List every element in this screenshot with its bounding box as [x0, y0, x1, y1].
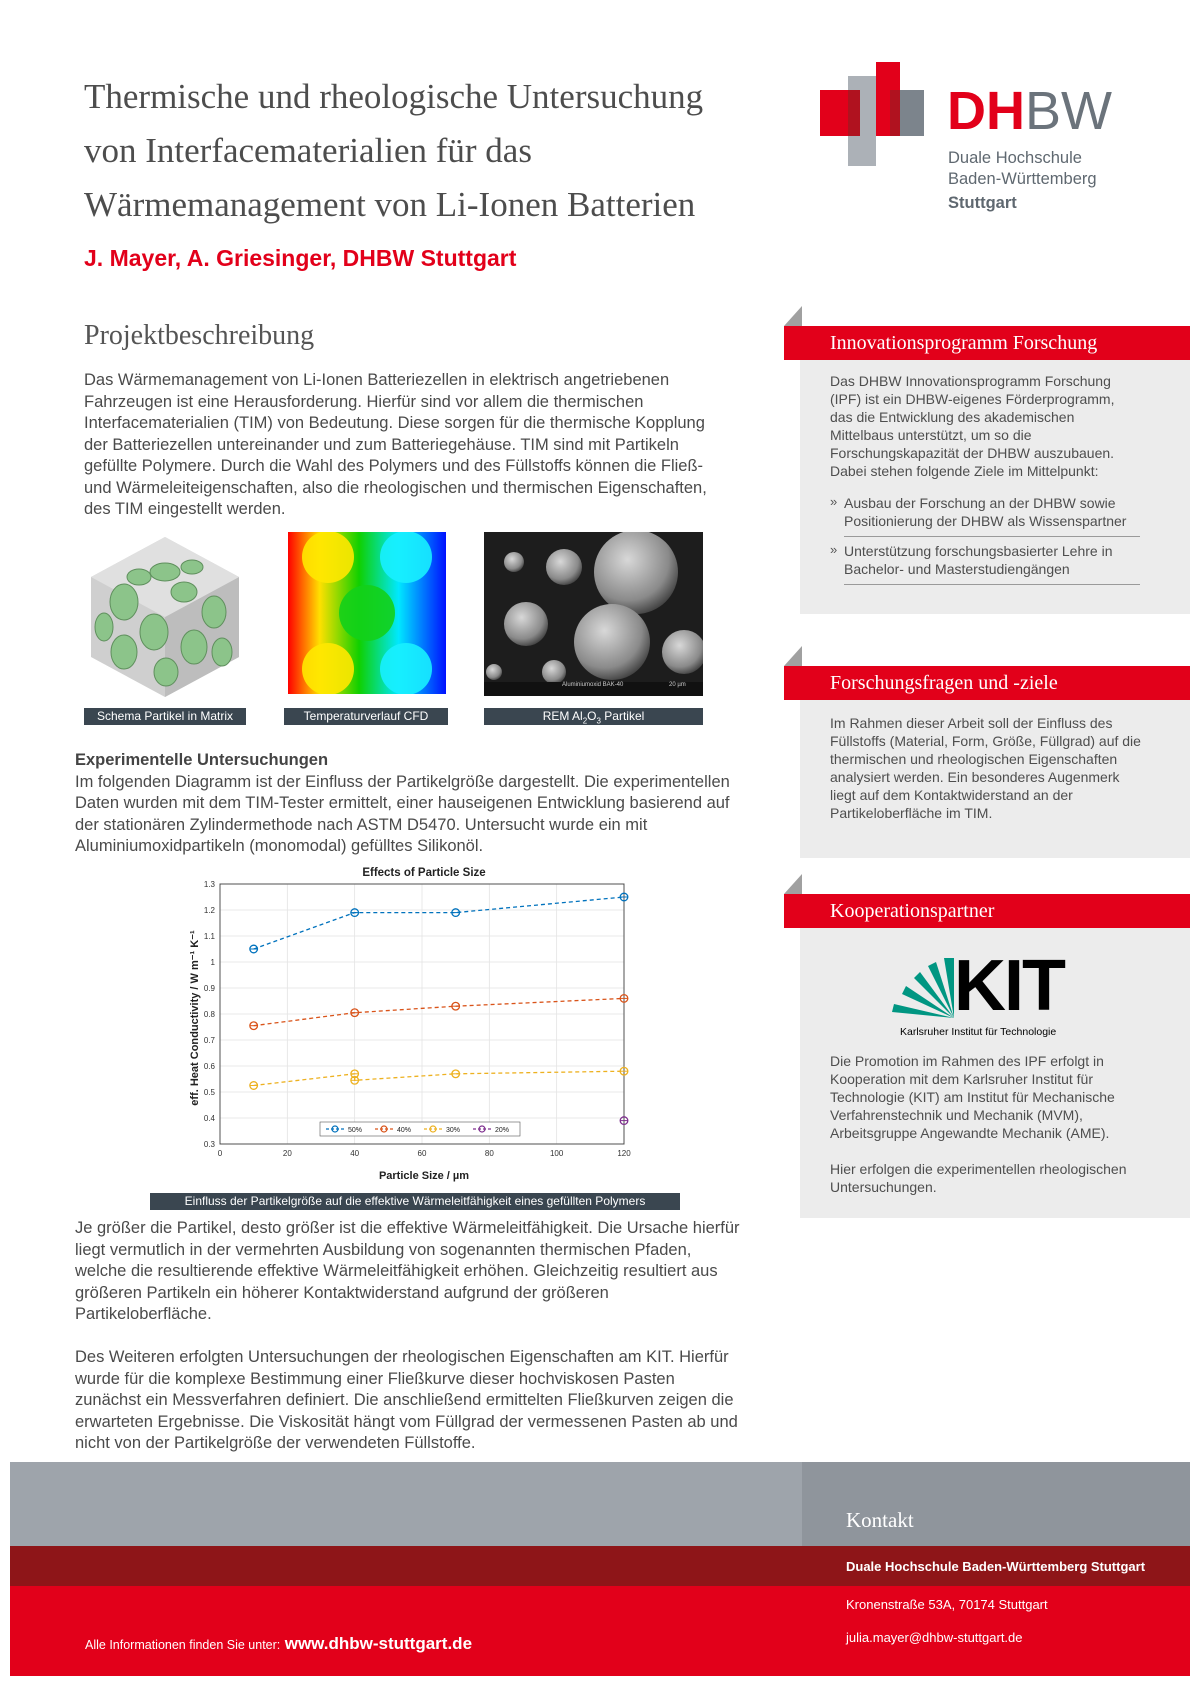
legend-label: 30% [446, 1127, 461, 1134]
x-tick-label: 40 [350, 1149, 360, 1158]
fragen-text: Im Rahmen dieser Arbeit soll der Einfluss des Füllstoffs (Material, Form, Größe, Füllgrad) auf die thermischen und rheologischen Eigenschaften analysiert werden. Ein besonderes Augenmerk liegt auf dem Kontaktwiderstand an der Partikeloberfläche im TIM. [830, 715, 1141, 821]
dhbw-logo-mark-icon [820, 62, 930, 172]
bullet-marker-icon: » [830, 494, 838, 509]
experiment-para2: Je größer die Partikel, desto größer ist die effektive Wärmeleitfähigkeit. Die Ursache hierfür liegt vermutlich in der vermehrten Ausbildung von sogenannten thermischen Pfaden, welche die resultierende effektive Wärmeleitfähigkeit erhöhen. Gleichzeitig resultiert aus größeren Partikeln ein höherer Kontaktwiderstand aufgrund der größeren Partikeloberfläche. [75, 1219, 740, 1323]
y-tick-label: 1.3 [203, 880, 215, 889]
koop-panel [800, 928, 1190, 1218]
particle-size-chart [172, 862, 642, 1182]
experiment-text: Im folgenden Diagramm ist der Einfluss der Partikelgröße dargestellt. Die experimentellen Daten wurden mit dem TIM-Tester ermittelt, einer hauseigenen Entwicklung basierend auf der stationären Zylindermethode nach ASTM D5470. Untersucht wurde ein mit Aluminiumoxidpartikeln (monomodal) gefülltes Silikonöl. [75, 772, 730, 855]
footer-website-link[interactable]: www.dhbw-stuttgart.de [284, 1634, 473, 1653]
y-tick-label: 0.7 [203, 1036, 215, 1045]
y-tick-label: 0.5 [203, 1088, 215, 1097]
sem-image [484, 532, 703, 696]
y-tick-label: 1 [210, 958, 215, 967]
innovation-bullet-1: » Ausbau der Forschung an der DHBW sowie Positionierung der DHBW als Wissenspartner [830, 494, 1140, 537]
bullet-marker-icon: » [830, 542, 838, 557]
sem-info: Aluminiumoxid BAK-40 [562, 682, 624, 688]
kit-logo [888, 946, 1098, 1046]
x-tick-label: 0 [217, 1149, 223, 1158]
sem-scale: 20 µm [669, 682, 686, 688]
footer-kontakt-box [802, 1462, 1190, 1546]
innovation-bullet-2: » Unterstützung forschungsbasierter Lehre in Bachelor- und Masterstudiengängen [830, 542, 1140, 585]
dhbw-wordmark: DHBW [947, 81, 1112, 141]
x-tick-label: 120 [617, 1149, 631, 1158]
experiment-section [75, 750, 735, 858]
innovation-panel [800, 360, 1190, 614]
title-line-2: von Interfacematerialien für das [84, 131, 532, 170]
projekt-heading: Projektbeschreibung [84, 320, 315, 351]
fragen-panel [800, 700, 1190, 858]
caption-sem: REM $Al_2O_3$ Partikel [484, 708, 703, 725]
legend-label: 20% [495, 1127, 510, 1134]
y-tick-label: 0.9 [203, 984, 215, 993]
poster-title [84, 70, 764, 232]
kit-subtitle: Karlsruher Institut für Technologie [900, 1026, 1057, 1038]
y-tick-label: 0.8 [203, 1010, 215, 1019]
flag-fragen-icon [784, 646, 802, 666]
footer-org: Duale Hochschule Baden-Württemberg Stuttgart [846, 1559, 1146, 1574]
projekt-text: Das Wärmemanagement von Li-Ionen Batteriezellen in elektrisch angetriebenen Fahrzeugen ist eine Herausforderung. Hierfür sind vor allem die thermischen Interfacematerialien (TIM) von Bedeutung. Diese sorgen für die thermische Kopplung der Batteriezellen untereinander und zum Batteriegehäuse. TIM sind mit Partikeln gefüllte Polymere. Durch die Wahl des Polymers und des Füllstoffs können die Fließ- und Wärmeleiteigenschaften, also die rheologischen und thermischen Eigenschaften, des TIM eingestellt werden. [84, 371, 707, 518]
x-tick-label: 20 [282, 1149, 292, 1158]
x-tick-label: 60 [417, 1149, 427, 1158]
legend-label: 40% [397, 1127, 412, 1134]
title-line-3: Wärmemanagement von Li-Ionen Batterien [84, 185, 696, 224]
y-tick-label: 1.1 [203, 932, 215, 941]
caption-schema: Schema Partikel in Matrix [84, 708, 246, 725]
y-tick-label: 0.6 [203, 1062, 215, 1071]
cfd-image [288, 532, 446, 694]
chart-title: Effects of Particle Size [362, 867, 486, 879]
title-line-1: Thermische und rheologische Untersuchung [84, 77, 704, 116]
dhbw-logo [820, 62, 1140, 222]
kontakt-heading: Kontakt [846, 1508, 914, 1532]
chart-caption: Einfluss der Partikelgröße auf die effektive Wärmeleitfähigkeit eines gefüllten Polymers [150, 1193, 680, 1210]
fragen-heading: Forschungsfragen und -ziele [784, 666, 1190, 700]
koop-text-2: Hier erfolgen die experimentellen rheologischen Untersuchungen. [830, 1161, 1127, 1195]
authors: J. Mayer, A. Griesinger, DHBW Stuttgart [84, 245, 517, 271]
caption-cfd: Temperaturverlauf CFD [284, 708, 448, 725]
koop-heading: Kooperationspartner [784, 894, 1190, 928]
footer-address: Kronenstraße 53A, 70174 Stuttgart [846, 1597, 1048, 1612]
x-tick-label: 100 [549, 1149, 564, 1158]
y-tick-label: 0.4 [203, 1114, 215, 1123]
x-tick-label: 80 [484, 1149, 494, 1158]
chart-xlabel: Particle Size / µm [378, 1170, 470, 1182]
y-tick-label: 0.3 [203, 1140, 215, 1149]
kit-fan-icon [888, 958, 958, 1020]
dhbw-logo-text: Duale Hochschule Baden-Württemberg Stuttgart [948, 149, 1097, 212]
innovation-heading: Innovationsprogramm Forschung [784, 326, 1190, 360]
koop-text-1: Die Promotion im Rahmen des IPF erfolgt in Kooperation mit dem Karlsruher Institut für Technologie (KIT) am Institut für Mechanische Verfahrenstechnik und Mechanik (MVM), Arbeitsgruppe Angewandte Mechanik (AME). [830, 1053, 1115, 1141]
footer-email[interactable]: julia.mayer@dhbw-stuttgart.de [846, 1630, 1023, 1645]
flag-innovation-icon [784, 306, 802, 326]
footer-info: Alle Informationen finden Sie unter: www.dhbw-stuttgart.de [85, 1634, 473, 1653]
experiment-heading: Experimentelle Untersuchungen [75, 751, 329, 769]
schema-image [84, 532, 246, 702]
kit-wordmark: KIT [954, 946, 1064, 1026]
innovation-text: Das DHBW Innovationsprogramm Forschung (IPF) ist ein DHBW-eigenes Förderprogramm, das die Entwicklung des akademischen Mittelbaus unterstützt, um so die Forschungskapazität der DHBW auszubauen. Dabei stehen folgende Ziele im Mittelpunkt: [830, 373, 1115, 479]
legend-label: 50% [348, 1127, 363, 1134]
flag-koop-icon [784, 874, 802, 894]
y-tick-label: 1.2 [203, 906, 215, 915]
chart-ylabel: eff. Heat Conductivity / W m⁻¹ K⁻¹ [189, 930, 201, 1106]
experiment-para3: Des Weiteren erfolgten Untersuchungen der rheologischen Eigenschaften am KIT. Hierfür wurde für die komplexe Bestimmung einer Fließkurve dieser hochviskosen Pasten zunächst ein Messverfahren definiert. Die anschließend ermittelten Fließkurven zeigen die erwarteten Ergebnisse. Die Viskosität hängt vom Füllgrad der vermessenen Pasten ab und nicht von der Partikelgröße der verwendeten Füllstoffe. [75, 1348, 738, 1452]
